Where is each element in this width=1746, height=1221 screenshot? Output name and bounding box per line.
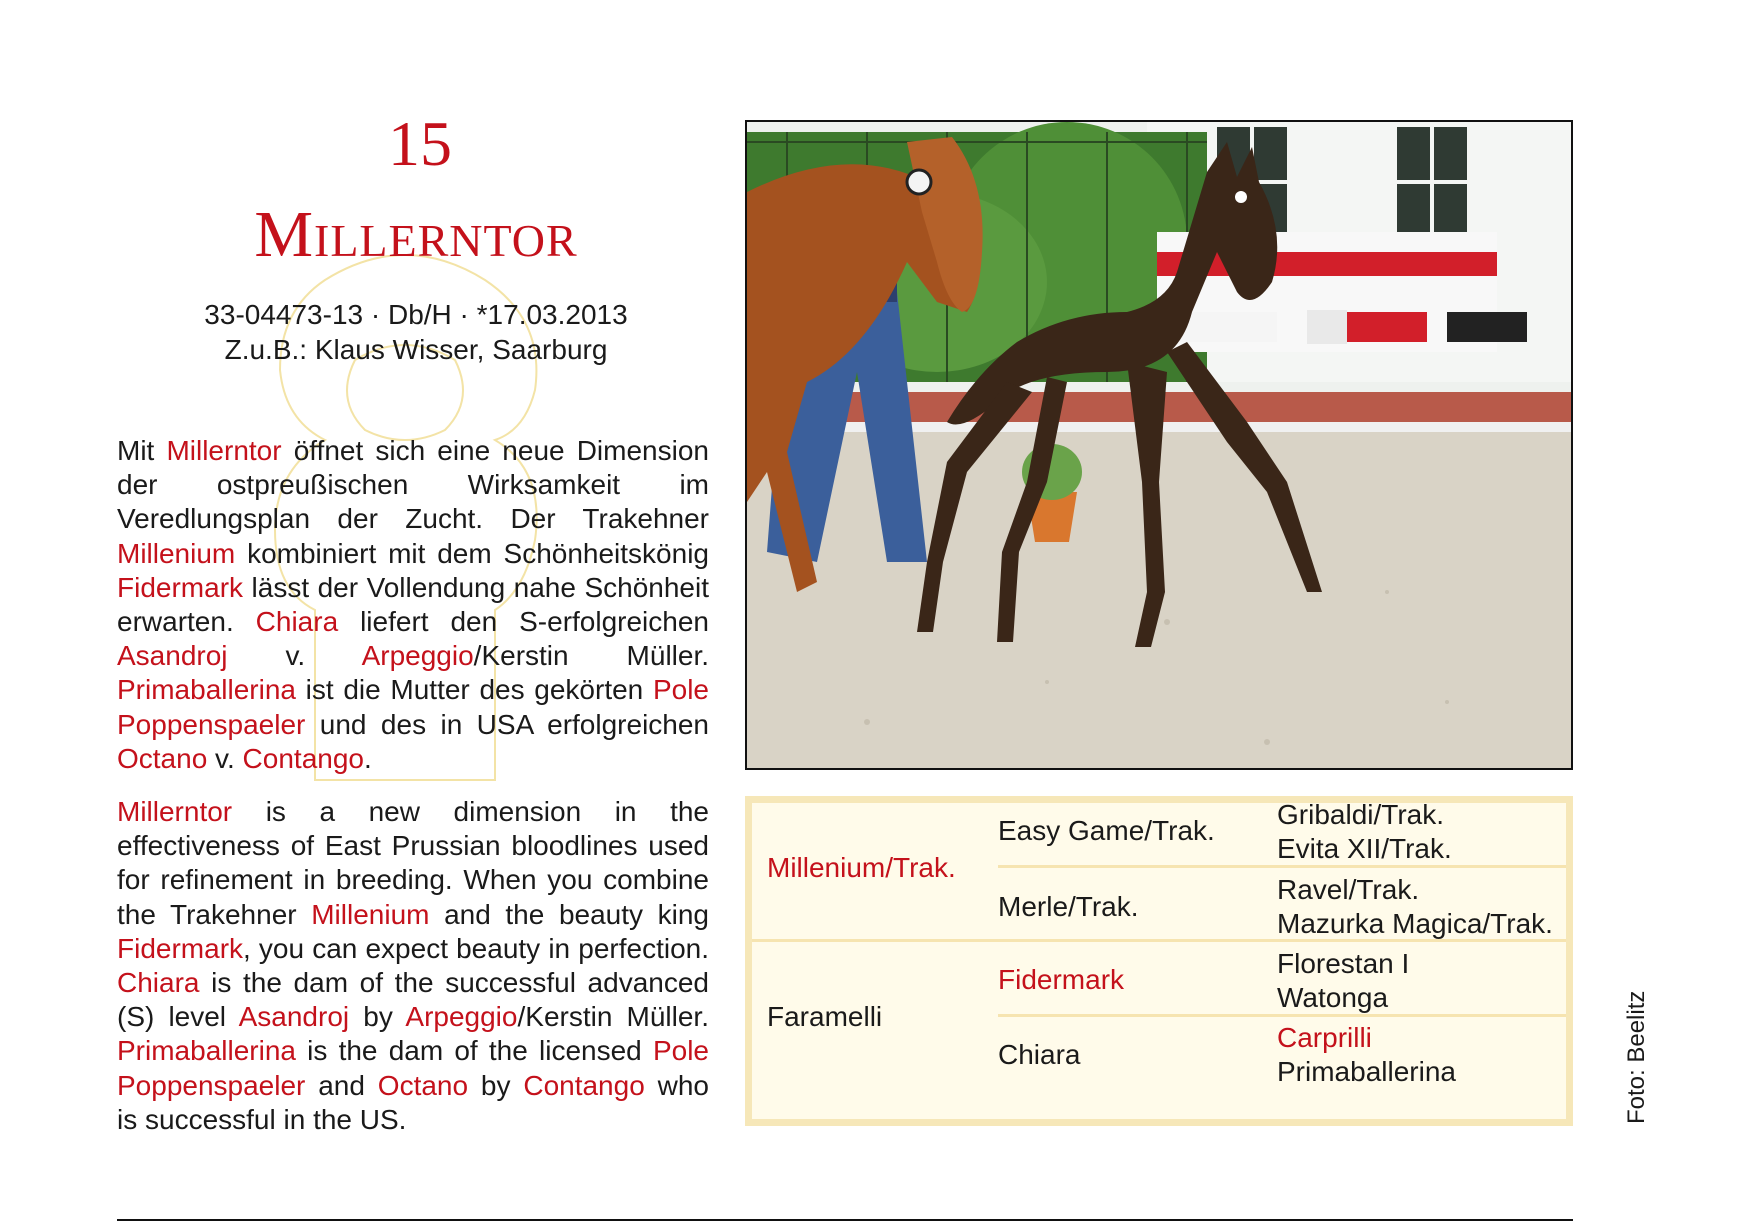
name-highlight: Octano (117, 742, 208, 774)
name-highlight: Millerntor (117, 796, 233, 827)
name-highlight: Contango (242, 742, 364, 774)
pedigree-dam-dam-dam: Primaballerina (1277, 1056, 1456, 1087)
pedigree-sire-sire: Easy Game/Trak. (998, 815, 1215, 846)
name-highlight: Pole Poppenspaeler (117, 1035, 709, 1101)
horse-name-title: Millerntor (254, 198, 578, 271)
pedigree-dam-dam-sire: Carprilli (1277, 1022, 1372, 1053)
pedigree-sire-sire-sire: Gribaldi/Trak. (1277, 799, 1445, 830)
registration-info: 33-04473-13 · Db/H · *17.03.2013 (204, 299, 628, 330)
name-highlight: Fidermark (117, 932, 244, 964)
photo-credit: Foto: Beelitz (1623, 990, 1650, 1124)
breeder-info: Z.u.B.: Klaus Wisser, Saarburg (224, 334, 608, 365)
name-highlight: Chiara (117, 967, 200, 999)
name-highlight: Arpeggio (361, 640, 474, 672)
pedigree-table (745, 796, 1573, 1126)
name-highlight: Pole Poppenspaeler (117, 674, 709, 740)
description-german: Mit Millerntor öffnet sich eine neue Dimension der ostpreußischen Wirksamkeit im Veredlungsplan der Zucht. Der Trakehner Millenium kombiniert mit dem Schönheitskönig Fidermark lässt der Vollendung nahe Schönheit erwarten. Chiara liefert den S-erfolgreichen Asandroj v. Arpeggio/Kerstin Müller. Primaballerina ist die Mutter des gekörten Pole Poppenspaeler und des in USA erfolgreichen Octano v. Contango. (117, 435, 710, 774)
name-highlight: Millenium (117, 537, 236, 569)
pedigree-sire-dam: Merle/Trak. (998, 891, 1139, 922)
name-highlight: Octano (377, 1069, 469, 1101)
name-highlight: Contango (523, 1069, 645, 1101)
pedigree-dam-sire-sire: Florestan I (1277, 948, 1410, 979)
pedigree-dam-dam: Chiara (998, 1039, 1081, 1070)
pedigree-sire-sire-dam: Evita XII/Trak. (1277, 833, 1452, 864)
pedigree-sire-dam-dam: Mazurka Magica/Trak. (1277, 908, 1553, 939)
pedigree-dam-sire: Fidermark (998, 964, 1125, 995)
lot-number: 15 (388, 108, 452, 179)
name-highlight: Asandroj (117, 640, 228, 672)
pedigree-sire: Millenium/Trak. (767, 852, 956, 883)
name-highlight: Chiara (255, 606, 339, 638)
pedigree-dam: Faramelli (767, 1001, 883, 1032)
pedigree-dam-sire-dam: Watonga (1277, 982, 1389, 1013)
description-english: Millerntor is a new dimension in the effectiveness of East Prussian bloodlines used for refinement in breeding. When you combine the Trakehner Millenium and the beauty king Fidermark, you can expect beauty in perfection. Chiara is the dam of the successful advanced (S) level Asandroj by Arpeggio/Kerstin Müller. Primaballerina is the dam of the licensed Pole Poppenspaeler and Octano by Contango who is successful in the US. (117, 796, 709, 1135)
name-highlight: Primaballerina (117, 1035, 296, 1067)
name-highlight: Asandroj (238, 1001, 350, 1033)
name-highlight: Millenium (311, 898, 430, 930)
name-highlight: Arpeggio (405, 1001, 518, 1033)
horse-photo (745, 120, 1573, 770)
name-highlight: Fidermark (117, 571, 244, 603)
name-highlight: Millerntor (166, 435, 282, 466)
pedigree-sire-dam-sire: Ravel/Trak. (1277, 874, 1420, 905)
name-highlight: Primaballerina (117, 674, 296, 706)
